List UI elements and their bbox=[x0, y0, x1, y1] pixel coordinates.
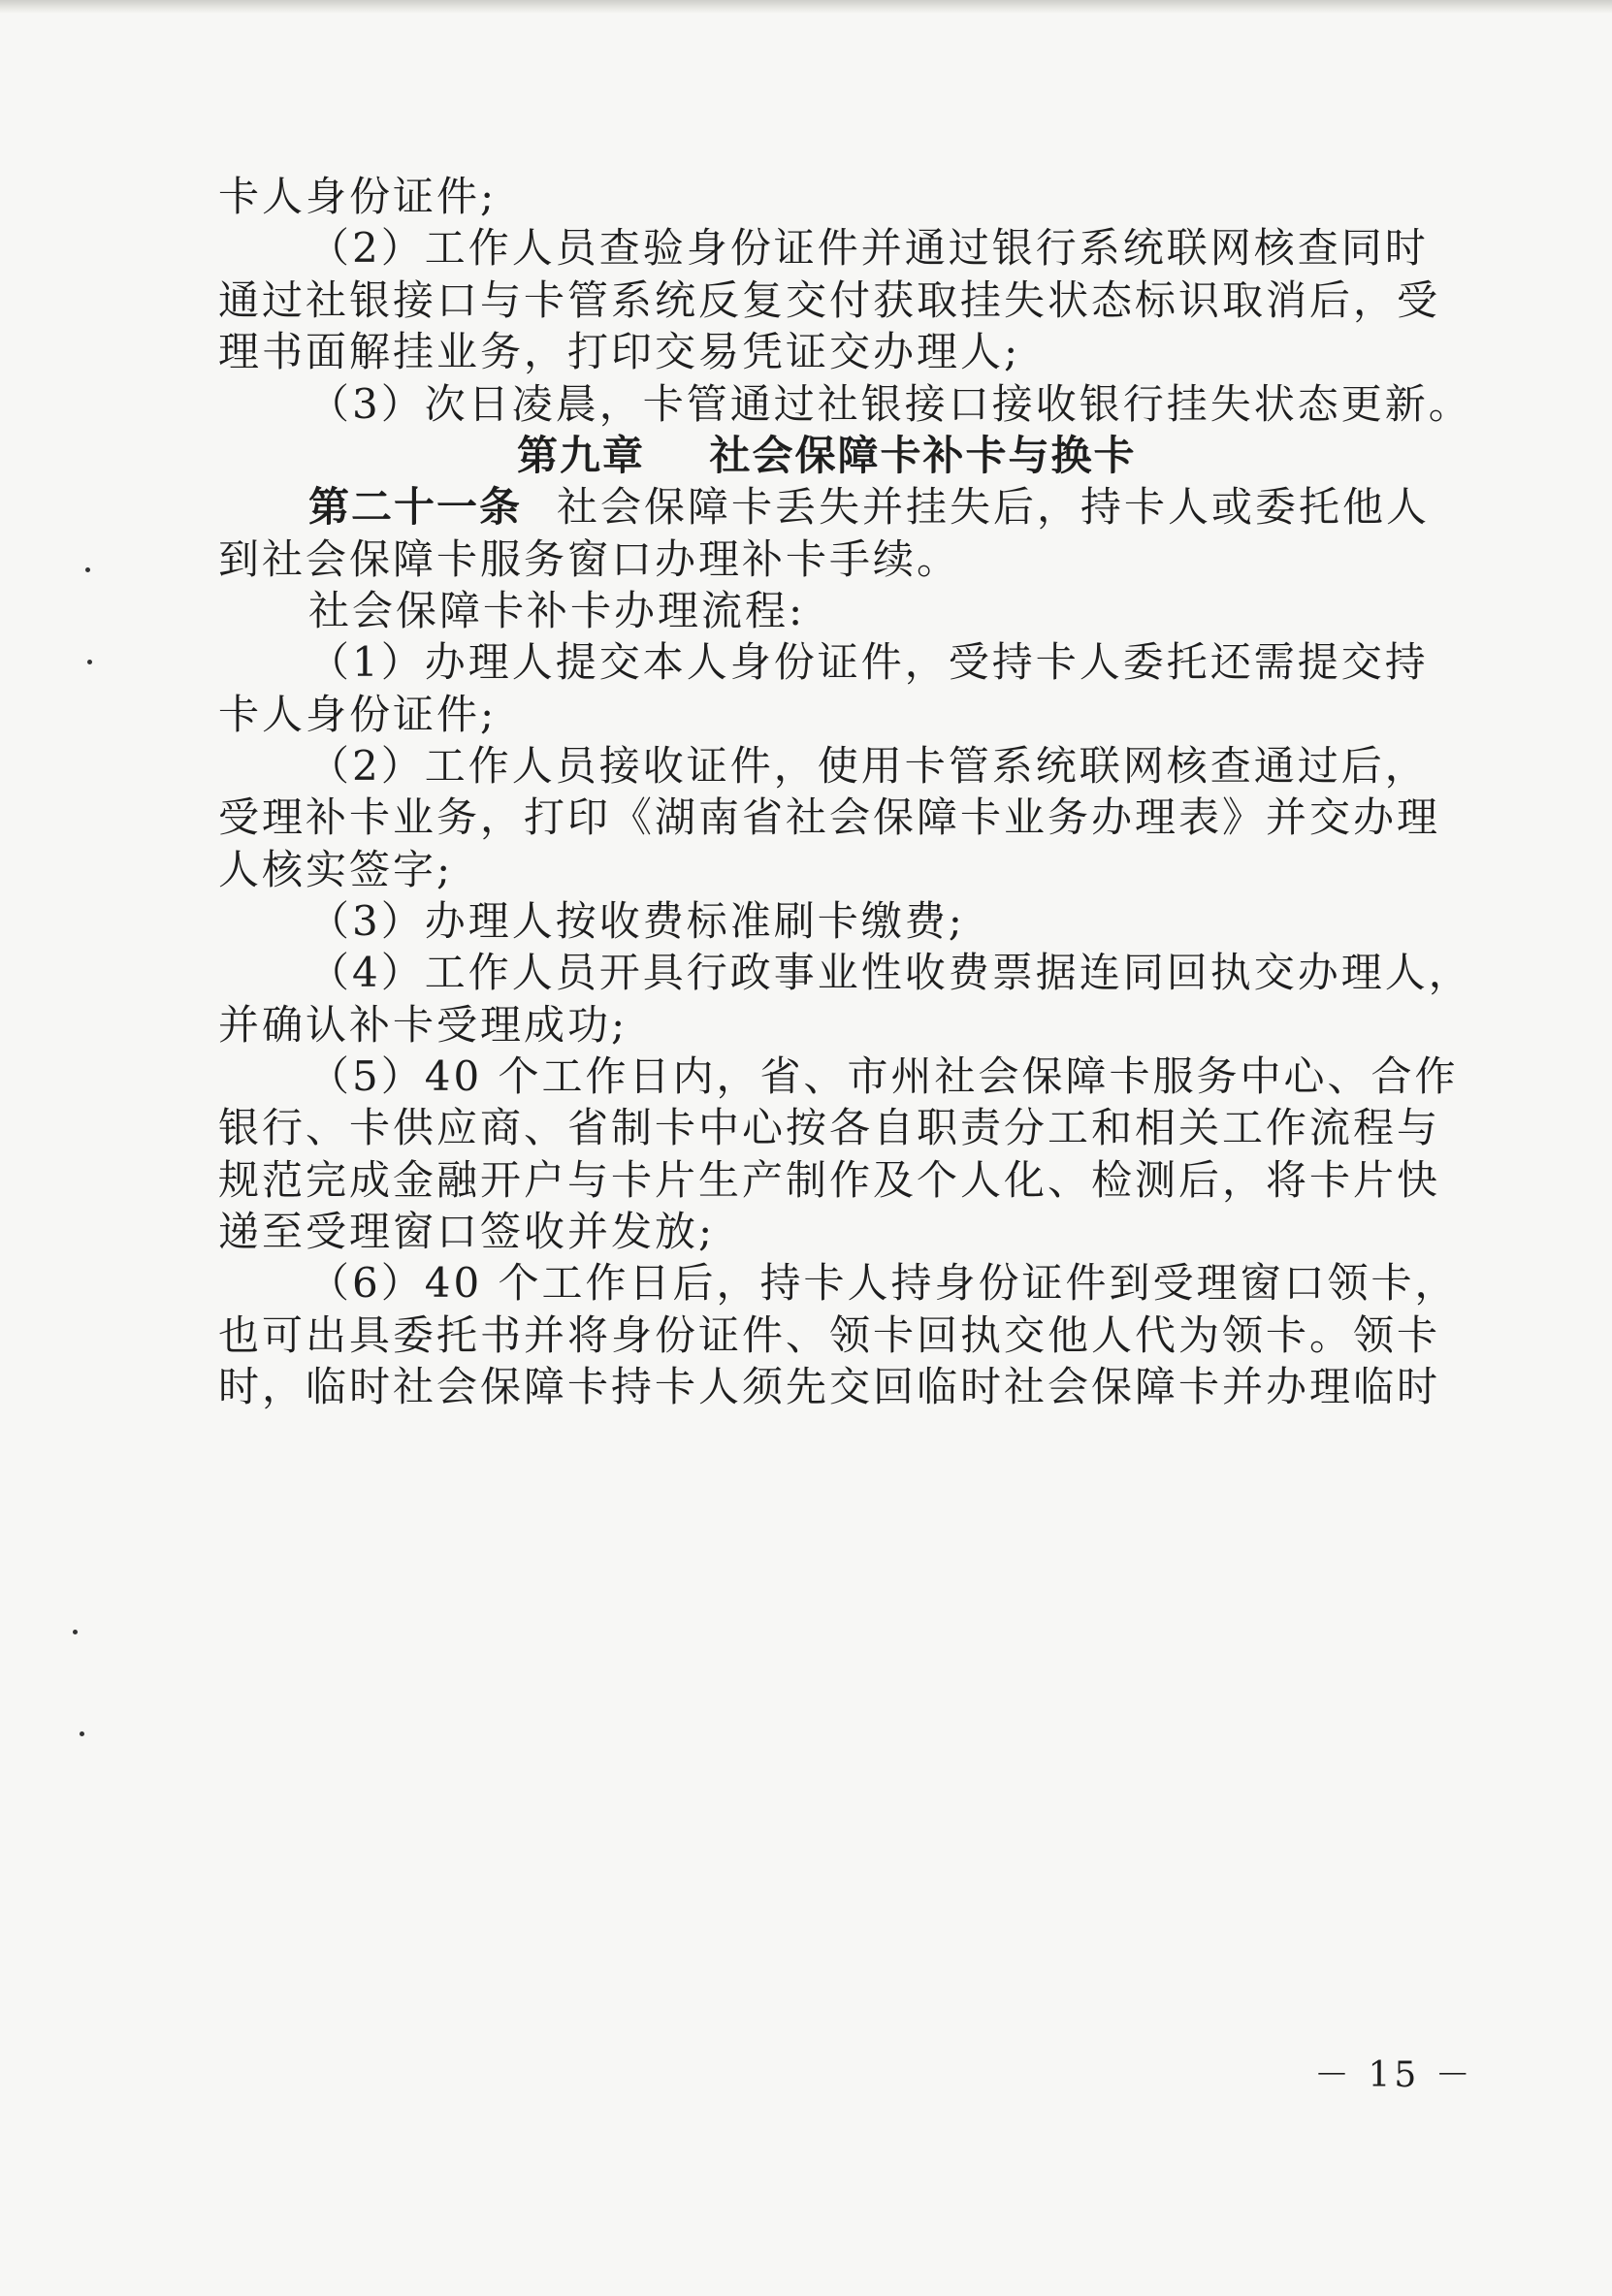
text-line: 银行、卡供应商、省制卡中心按各自职责分工和相关工作流程与 bbox=[218, 1104, 1441, 1151]
text-line: 到社会保障卡服务窗口办理补卡手续。 bbox=[218, 535, 961, 583]
text-line: （3）办理人按收费标准刷卡缴费; bbox=[308, 897, 965, 945]
text-line: 受理补卡业务，打印《湖南省社会保障卡业务办理表》并交办理 bbox=[218, 793, 1441, 841]
text-line: （3）次日凌晨，卡管通过社银接口接收银行挂失状态更新。 bbox=[308, 380, 1472, 428]
chapter-heading: 第九章 社会保障卡补卡与换卡 bbox=[517, 432, 1137, 479]
scan-speck bbox=[85, 567, 90, 572]
article-label: 第二十一条 bbox=[308, 483, 523, 531]
text-line: 通过社银接口与卡管系统反复交付获取挂失状态标识取消后，受 bbox=[218, 276, 1441, 324]
text-line: 卡人身份证件; bbox=[218, 691, 498, 738]
scan-edge bbox=[0, 0, 1612, 14]
text-line: （5）40 个工作日内，省、市州社会保障卡服务中心、合作 bbox=[308, 1052, 1459, 1100]
text-line: （2）工作人员接收证件，使用卡管系统联网核查通过后， bbox=[308, 742, 1429, 790]
page-number: － 15 － bbox=[1314, 2055, 1474, 2095]
scan-speck bbox=[73, 1630, 78, 1634]
text-line: （6）40 个工作日后，持卡人持身份证件到受理窗口领卡， bbox=[308, 1259, 1459, 1307]
article-first-line bbox=[308, 478, 1430, 536]
text-line: 卡人身份证件; bbox=[218, 173, 498, 220]
text-line: （4）工作人员开具行政事业性收费票据连同回执交办理人， bbox=[308, 949, 1472, 996]
text-line: 人核实签字; bbox=[218, 846, 454, 893]
text-line: 社会保障卡补卡办理流程: bbox=[308, 587, 806, 634]
text-line: 理书面解挂业务，打印交易凭证交办理人; bbox=[218, 328, 1021, 375]
scan-speck bbox=[80, 1731, 84, 1736]
scan-speck bbox=[87, 660, 92, 664]
text-line: （1）办理人提交本人身份证件，受持卡人委托还需提交持 bbox=[308, 638, 1429, 686]
text-line: 递至受理窗口签收并发放; bbox=[218, 1208, 716, 1255]
text-line: 并确认补卡受理成功; bbox=[218, 1001, 629, 1049]
text-line: （2）工作人员查验身份证件并通过银行系统联网核查同时 bbox=[308, 224, 1429, 272]
text-line: 时，临时社会保障卡持卡人须先交回临时社会保障卡并办理临时 bbox=[218, 1363, 1441, 1410]
text-line: 规范完成金融开户与卡片生产制作及个人化、检测后，将卡片快 bbox=[218, 1156, 1441, 1204]
text-line: 社会保障卡丢失并挂失后，持卡人或委托他人 bbox=[557, 483, 1431, 531]
text-line: 也可出具委托书并将身份证件、领卡回执交他人代为领卡。领卡 bbox=[218, 1311, 1441, 1359]
